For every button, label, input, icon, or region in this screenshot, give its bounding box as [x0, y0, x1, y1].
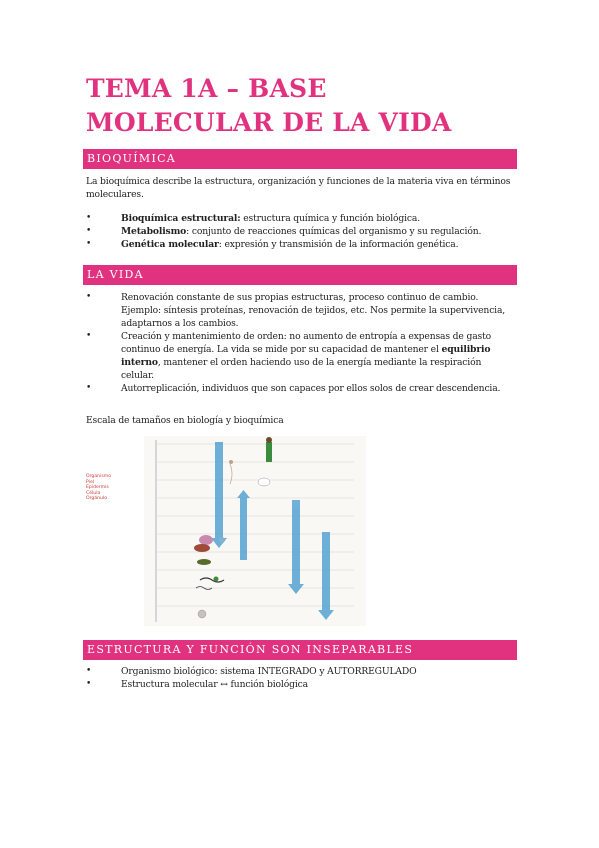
- list-item: • Bioquímica estructural: estructura química y función biológica.: [86, 213, 420, 224]
- bioquimica-list: [86, 212, 514, 251]
- list-item: • Creación y mantenimiento de orden: no aumento de entropía a expensas de gasto continuo de energía. La vida se mide por su capacidad de mantener el equilibrio interno, mantener el orden haciendo uso de la energía mediante la respiración celular.: [86, 331, 492, 381]
- title-line-1: TEMA 1A – BASE: [86, 74, 327, 103]
- section-heading-estructura-funcion: ESTRUCTURA Y FUNCIÓN SON INSEPARABLES: [83, 640, 517, 660]
- list-item: • Organismo biológico: sistema INTEGRADO y AUTORREGULADO: [86, 666, 417, 677]
- term: Metabolismo: [121, 226, 187, 237]
- section-heading-bioquimica: BIOQUÍMICA: [83, 149, 517, 169]
- size-scale-figure: [86, 432, 371, 627]
- intro-paragraph: La bioquímica describe la estructura, organización y funciones de la materia viva en términos moleculares.: [86, 176, 511, 200]
- figure-legend: Organismo Piel Epidermis Célula Orgánulo: [86, 474, 112, 502]
- list-item: • Renovación constante de sus propias estructuras, proceso continuo de cambio. Ejemplo: síntesis proteínas, renovación de tejidos, etc. Nos permite la supervivencia, adaptarnos a los cambios.: [86, 292, 506, 329]
- term: Bioquímica estructural:: [121, 213, 241, 224]
- la-vida-list: [86, 291, 514, 395]
- title-line-2: MOLECULAR DE LA VIDA: [86, 108, 452, 137]
- list-item: • Genética molecular: expresión y transmisión de la información genética.: [86, 239, 459, 250]
- figure-caption: Escala de tamaños en biología y bioquímica: [86, 415, 284, 426]
- page-title: [86, 72, 526, 140]
- section-heading-la-vida: LA VIDA: [83, 265, 517, 285]
- list-item: • Metabolismo: conjunto de reacciones químicas del organismo y su regulación.: [86, 226, 482, 237]
- estructura-funcion-list: [86, 665, 514, 691]
- figure-image: [144, 436, 366, 626]
- list-item: • Estructura molecular ↔ función biológica: [86, 679, 308, 690]
- term: Genética molecular: [121, 239, 219, 250]
- size-scale-illustration: [144, 436, 366, 626]
- list-item: • Autorreplicación, individuos que son capaces por ellos solos de crear descendencia.: [86, 383, 501, 394]
